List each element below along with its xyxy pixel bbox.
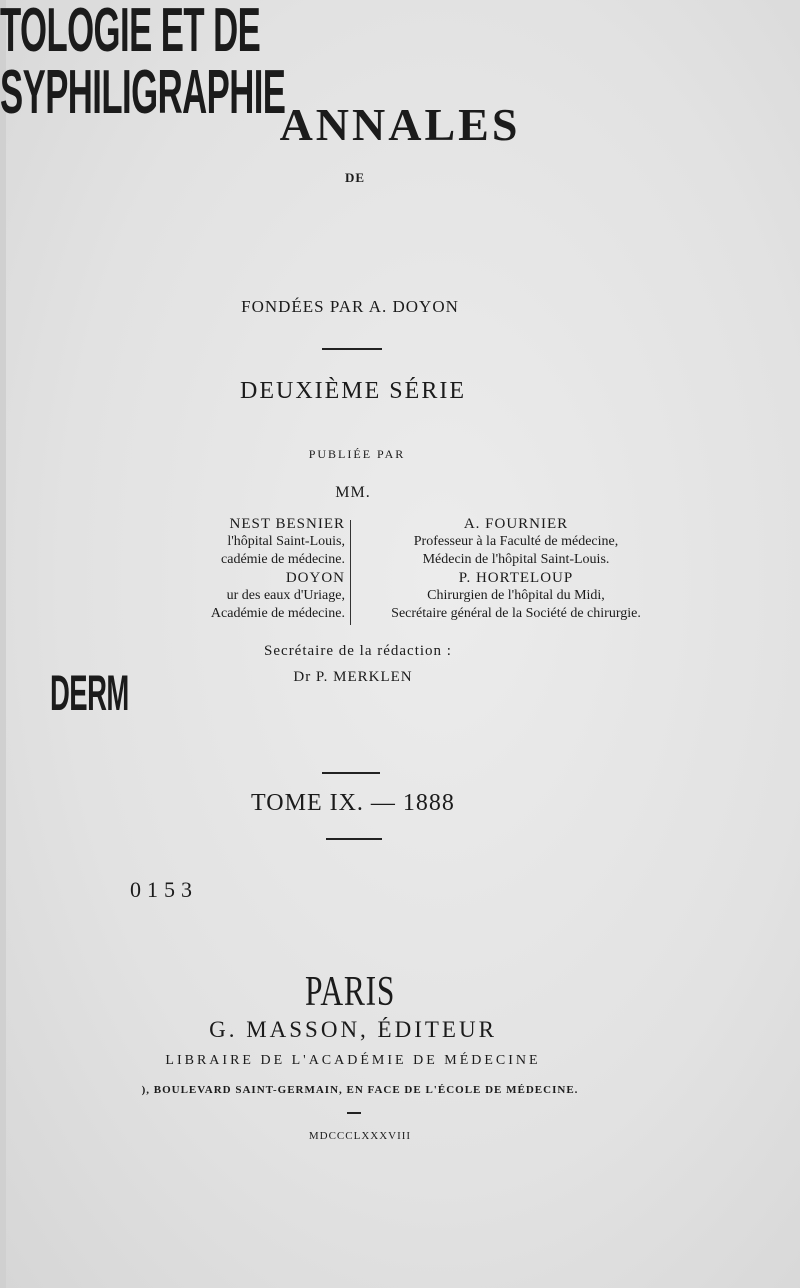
published-by: PUBLIÉE PAR [308,447,406,461]
editor-title: Professeur à la Faculté de médecine, [413,534,619,549]
divider [326,838,382,840]
editor-title: Secrétaire général de la Société de chirurgie. [391,606,641,621]
shelfmark-number: 0153 [130,877,198,902]
founded-by: FONDÉES PAR A. DOYON [241,297,459,316]
volume-label: TOME IX. — 1888 [251,790,455,816]
editors-left-column [211,515,345,623]
editor-name: P. HORTELOUP [458,570,574,586]
publisher-affiliation: LIBRAIRE DE L'ACADÉMIE DE MÉDECINE [165,1053,541,1068]
title-connector: DE [344,170,366,185]
divider [322,348,382,350]
publisher-name: G. MASSON, ÉDITEUR [209,1017,497,1042]
publication-year: MDCCCLXXXVIII [308,1130,412,1142]
editor-title: ur des eaux d'Uriage, [226,588,345,603]
publisher-city-text: PARIS [304,969,396,1015]
column-separator [350,520,351,625]
publisher-address: ), BOULEVARD SAINT-GERMAIN, EN FACE DE L'ÉCOLE DE MÉDECINE. [141,1084,579,1096]
editor-title: Académie de médecine. [210,606,345,621]
library-stamp: DERM [50,665,129,721]
divider [322,772,380,774]
editors-heading: MM. [335,484,371,501]
editor-title: l'hôpital Saint-Louis, [227,534,345,549]
journal-title: ANNALES [279,99,521,150]
editor-name: DOYON [285,570,345,586]
divider [347,1112,361,1114]
editor-title: cadémie de médecine. [221,552,345,567]
secretary-name: Dr P. MERKLEN [293,669,413,685]
journal-subtitle: TOLOGIE ET DE SYPHILIGRAPHIE [0,0,286,127]
editors-right-column [366,515,666,623]
series-label: DEUXIÈME SÉRIE [240,378,466,404]
editor-name: NEST BESNIER [229,516,345,532]
editor-name: A. FOURNIER [463,516,569,532]
editor-title: Chirurgien de l'hôpital du Midi, [427,588,605,603]
editor-title: Médecin de l'hôpital Saint-Louis. [422,552,610,567]
secretary-label: Secrétaire de la rédaction : [264,643,452,659]
publisher-city [0,968,700,1016]
